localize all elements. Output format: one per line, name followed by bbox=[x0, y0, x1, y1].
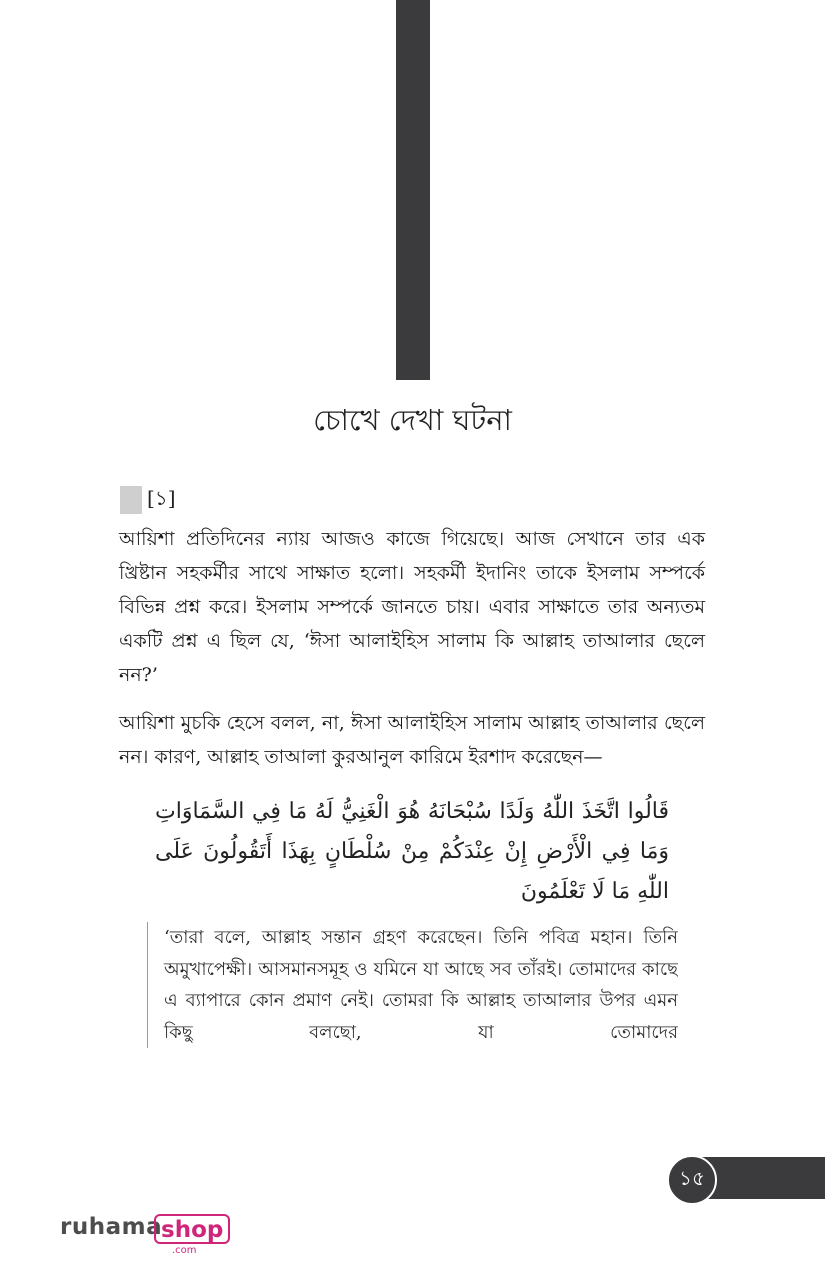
translation-quote bbox=[147, 922, 678, 1048]
paragraph-2: আয়িশা মুচকি হেসে বলল, না, ঈসা আলাইহিস সালাম আল্লাহ তাআলার ছেলে নন। কারণ, আল্লাহ তাআলা কুরআনুল কারিমে ইরশাদ করেছেন— bbox=[119, 712, 705, 768]
arabic-verse: قَالُوا اتَّخَذَ اللّٰهُ وَلَدًا سُبْحَانَهُ هُوَ الْغَنِيُّ لَهُ مَا فِي السَّمَاوَاتِ وَمَا فِي الْأَرْضِ إِنْ عِنْدَكُمْ مِنْ سُلْطَانٍ بِهَذَا أَتَقُولُونَ عَلَى اللّٰهِ مَا لَا تَعْلَمُونَ bbox=[155, 799, 669, 904]
logo-domain: .com bbox=[172, 1245, 197, 1256]
chapter-title: চোখে দেখা ঘটনা bbox=[313, 403, 512, 437]
section-number: [১] bbox=[147, 485, 176, 510]
translation-text: ‘তারা বলে, আল্লাহ সন্তান গ্রহণ করেছেন। তিনি পবিত্র মহান। তিনি অমুখাপেক্ষী। আসমানসমূহ ও যমিনে যা আছে সব তাঁরই। তোমাদের কাছে এ ব্যাপারে কোন প্রমাণ নেই। তোমরা কি আল্লাহ তাআলার উপর এমন কিছু বলছো, যা তোমাদের bbox=[164, 927, 678, 1043]
logo-ruhama-text: ruhama bbox=[60, 1214, 163, 1240]
section-marker bbox=[120, 486, 176, 514]
chapter-header-bar bbox=[396, 0, 430, 380]
page-number: ১৫ bbox=[667, 1155, 717, 1205]
paragraph-1: আয়িশা প্রতিদিনের ন্যায় আজও কাজে গিয়েছে। আজ সেখানে তার এক খ্রিষ্টান সহকর্মীর সাথে সাক্ষাত হলো। সহকর্মী ইদানিং তাকে ইসলাম সম্পর্কে বিভিন্ন প্রশ্ন করে। ইসলাম সম্পর্কে জানতে চায়। এবার সাক্ষাতে তার অন্যতম একটি প্রশ্ন এ ছিল যে, ‘ঈসা আলাইহিস সালাম কি আল্লাহ তাআলার ছেলে নন?’ bbox=[119, 528, 705, 686]
logo-shop-badge: shop bbox=[154, 1214, 230, 1244]
section-marker-box bbox=[120, 486, 142, 514]
